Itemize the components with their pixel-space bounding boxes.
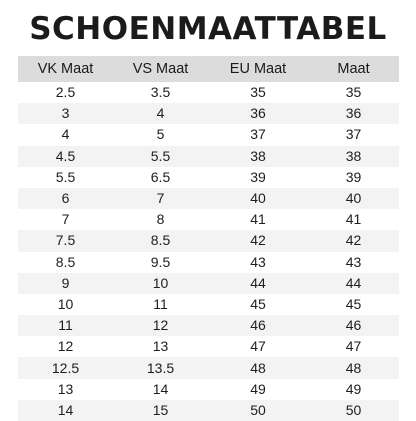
uk-size-cell: 12 xyxy=(57,338,74,355)
size-cell: 38 xyxy=(345,147,362,164)
eu-size-cell: 40 xyxy=(250,190,266,207)
uk-size-cell: 13 xyxy=(57,380,74,397)
table-row xyxy=(18,82,399,103)
uk-size-cell: 11 xyxy=(58,317,73,334)
uk-size-cell: 12.5 xyxy=(51,359,80,376)
eu-size-cell: 41 xyxy=(250,211,266,228)
column-header-size: Maat xyxy=(337,61,370,77)
table-row xyxy=(18,315,399,336)
uk-size-cell: 8.5 xyxy=(55,253,76,270)
us-size-cell: 15 xyxy=(152,401,169,418)
size-cell: 46 xyxy=(345,317,362,334)
uk-size-cell: 7 xyxy=(61,211,70,228)
uk-size-cell: 4.5 xyxy=(55,147,76,164)
us-size-cell: 13 xyxy=(152,338,169,355)
us-size-cell: 12 xyxy=(152,317,169,334)
us-size-cell: 6.5 xyxy=(150,168,171,185)
size-cell: 42 xyxy=(345,232,362,249)
uk-size-cell: 3 xyxy=(61,105,70,122)
eu-size-cell: 49 xyxy=(250,380,266,397)
us-size-cell: 3.5 xyxy=(150,84,171,101)
size-cell: 47 xyxy=(345,338,362,355)
table-row xyxy=(18,124,399,145)
us-size-cell: 10 xyxy=(152,274,169,291)
size-cell: 49 xyxy=(345,380,362,397)
size-cell: 45 xyxy=(345,295,362,312)
table-row xyxy=(18,336,399,357)
uk-size-cell: 10 xyxy=(57,295,74,312)
table-row xyxy=(18,294,399,315)
column-header-eu-size: EU Maat xyxy=(229,61,287,77)
table-row xyxy=(18,230,399,251)
size-cell: 50 xyxy=(345,401,362,418)
eu-size-cell: 39 xyxy=(250,168,266,185)
table-row xyxy=(18,400,399,421)
eu-size-cell: 42 xyxy=(250,232,266,249)
size-table xyxy=(18,56,399,421)
table-row xyxy=(18,167,399,188)
us-size-cell: 5.5 xyxy=(150,147,171,164)
table-row xyxy=(18,146,399,167)
uk-size-cell: 6 xyxy=(61,190,70,207)
table-row xyxy=(18,103,399,124)
us-size-cell: 13.5 xyxy=(146,359,175,376)
eu-size-cell: 47 xyxy=(250,338,266,355)
table-header-row xyxy=(18,56,399,82)
size-cell: 41 xyxy=(345,211,362,228)
uk-size-cell: 14 xyxy=(57,401,74,418)
uk-size-cell: 4 xyxy=(61,126,70,143)
size-cell: 35 xyxy=(345,84,362,101)
eu-size-cell: 45 xyxy=(250,295,266,312)
us-size-cell: 7 xyxy=(156,190,165,207)
eu-size-cell: 38 xyxy=(250,147,266,164)
us-size-cell: 14 xyxy=(152,380,169,397)
table-row xyxy=(18,252,399,273)
table-row xyxy=(18,273,399,294)
table-row xyxy=(18,379,399,400)
eu-size-cell: 36 xyxy=(250,105,266,122)
uk-size-cell: 2.5 xyxy=(55,84,76,101)
eu-size-cell: 37 xyxy=(250,126,266,143)
eu-size-cell: 35 xyxy=(250,84,266,101)
column-header-uk-size: VK Maat xyxy=(37,61,94,77)
table-body xyxy=(18,82,399,421)
table-row xyxy=(18,209,399,230)
column-header-us-size: VS Maat xyxy=(132,61,189,77)
size-cell: 44 xyxy=(345,274,362,291)
size-cell: 40 xyxy=(345,190,362,207)
uk-size-cell: 7.5 xyxy=(55,232,76,249)
size-cell: 36 xyxy=(345,105,362,122)
eu-size-cell: 48 xyxy=(250,359,266,376)
size-cell: 39 xyxy=(345,168,362,185)
uk-size-cell: 5.5 xyxy=(55,168,76,185)
us-size-cell: 9.5 xyxy=(150,253,171,270)
eu-size-cell: 43 xyxy=(250,253,266,270)
size-cell: 48 xyxy=(345,359,362,376)
page-title: SCHOENMAATTABEL xyxy=(29,11,387,47)
us-size-cell: 5 xyxy=(156,126,165,143)
us-size-cell: 11 xyxy=(153,295,168,312)
us-size-cell: 8.5 xyxy=(150,232,171,249)
us-size-cell: 8 xyxy=(156,211,165,228)
table-row xyxy=(18,188,399,209)
table-row xyxy=(18,357,399,378)
us-size-cell: 4 xyxy=(156,105,165,122)
size-cell: 37 xyxy=(345,126,362,143)
eu-size-cell: 44 xyxy=(250,274,266,291)
size-cell: 43 xyxy=(345,253,362,270)
uk-size-cell: 9 xyxy=(61,274,70,291)
eu-size-cell: 46 xyxy=(250,317,266,334)
eu-size-cell: 50 xyxy=(250,401,266,418)
